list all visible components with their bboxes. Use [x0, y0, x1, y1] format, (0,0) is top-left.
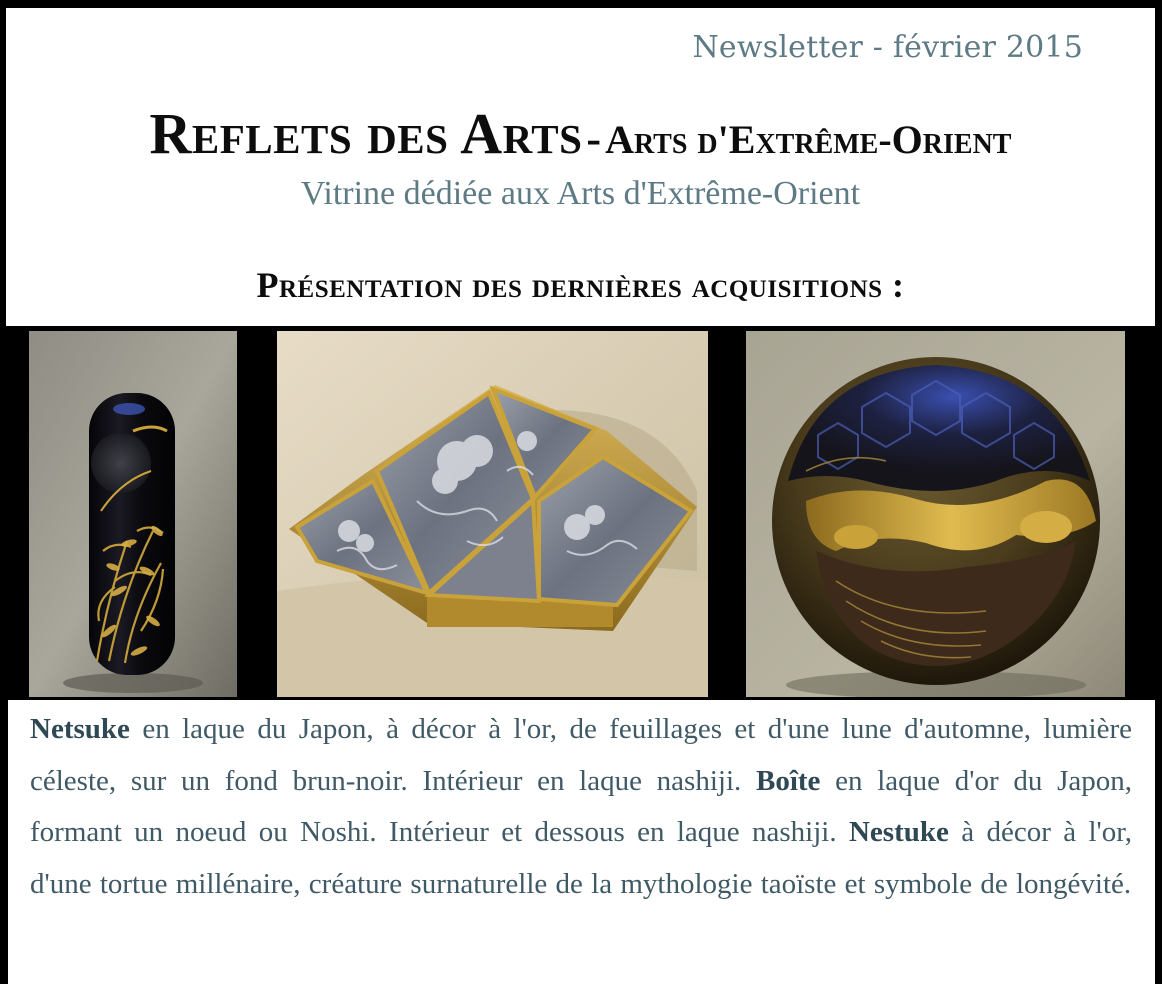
acquisitions-description [8, 700, 1155, 984]
item-name-boite: Boîte [755, 764, 821, 797]
photo-netsuke-moon [29, 331, 237, 697]
title-separator: - [586, 114, 602, 163]
item-name-nestuke: Nestuke [848, 816, 949, 848]
newsletter-header [6, 8, 1155, 326]
item-text-boite: en laque d'or du Japon, formant un noeud ou Noshi. Intérieur et dessous en laque nashiji. [30, 764, 1132, 848]
title-sub: Arts d'Extrême-Orient [605, 117, 1012, 162]
title-main: Reflets des Arts [149, 101, 583, 166]
photo-noshi-box [277, 331, 708, 697]
description-text [30, 704, 1132, 910]
subtitle: Vitrine dédiée aux Arts d'Extrême-Orient [300, 175, 861, 212]
issue-label: Newsletter - février 2015 [692, 30, 1083, 65]
section-heading: Présentation des dernières acquisitions : [256, 265, 905, 305]
page-title [6, 101, 1155, 179]
item-text-nestuke: à décor à l'or, d'une tortue millénaire, créature surnaturelle de la mythologie taoïste et symbole de longévité. [30, 816, 1132, 900]
photo-netsuke-tortoise [746, 331, 1125, 697]
item-name-netsuke: Netsuke [30, 713, 130, 745]
item-text-netsuke: en laque du Japon, à décor à l'or, de feuillages et d'une lune d'automne, lumière céleste, sur un fond brun-noir. Intérieur en laque nashiji. [30, 713, 1132, 797]
